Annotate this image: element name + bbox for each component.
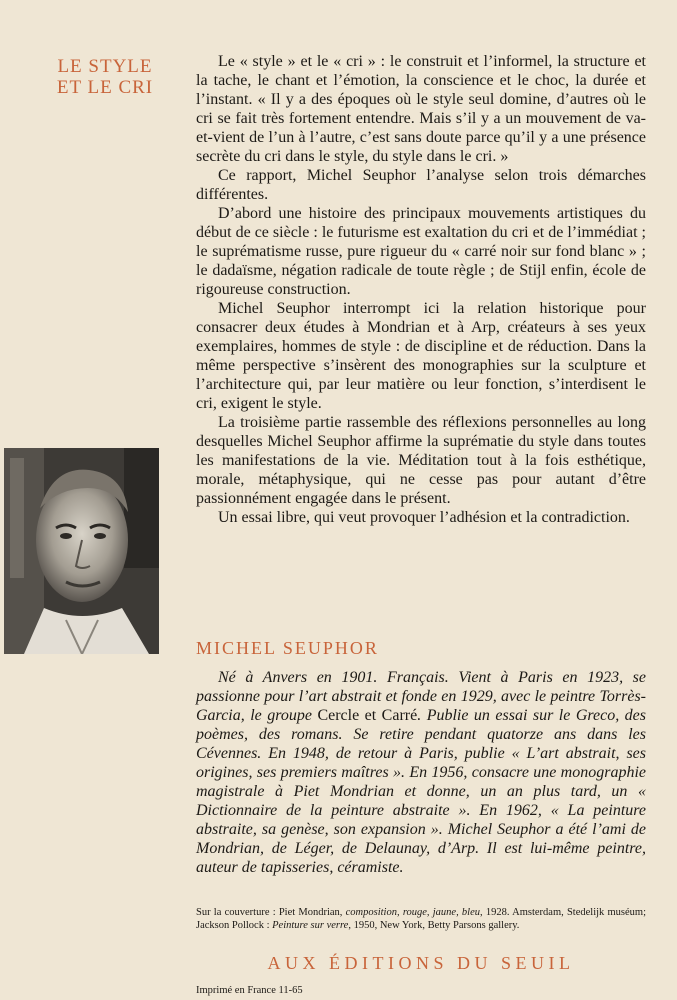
main-paragraph: La troisième partie rassemble des réflexions personnelles au long desquelles Michel Seuphor affirme la suprématie du style dans toutes les manifestations de la vie. Méditation tout à la fois esthétique, morale, métaphysique, qui ne cesse pas pour autant d’être passionnément engagée dans le présent.: [196, 414, 646, 507]
bio-text: Né à Anvers en 1901. Français. Vient à Paris en 1923, se passionne pour l’art abstrait et fonde en 1929, avec le peintre Torrès-Garcia, le groupe: [196, 669, 646, 724]
main-paragraph: D’abord une histoire des principaux mouvements artistiques du début de ce siècle : le futurisme est exaltation du cri et de l’immédiat ; le suprématisme russe, pure rigueur du « carré noir sur fond blanc » ; le dadaïsme, négation radicale de toute règle ; de Stijl enfin, école de rigoureuse construction.: [196, 205, 646, 298]
credits-artwork-title: composition, rouge, jaune, bleu: [345, 907, 481, 918]
credits-text: , 1950, New York, Betty Parsons gallery.: [348, 920, 520, 931]
main-text: [196, 52, 646, 527]
side-title: [40, 56, 170, 98]
side-title-line-2: ET LE CRI: [56, 77, 154, 98]
main-paragraph: Michel Seuphor interrompt ici la relation historique pour consacrer deux études à Mondrian et à Arp, créateurs à ses yeux exemplaires, hommes de style : de discipline et de réduction. Dans la même perspective s’insèrent des monographies sur la sculpture et l’architecture qui, par leur matière ou leur fonction, s’interdisent le cri, exigent le style.: [196, 300, 646, 412]
credits-text: Sur la couverture : Piet Mondrian,: [196, 907, 346, 918]
credits-artwork-title: Peinture sur verre: [272, 920, 349, 931]
main-paragraph: Le « style » et le « cri » : le construit et l’informel, la structure et la tache, le chant et l’émotion, la conscience et le choc, la durée et l’instant. « Il y a des époques où le style seul domine, d’autres où le cri se fait très fortement entendre. Mais s’il y a un mouvement de va-et-vient de l’un à l’autre, c’est sans doute parce qu’il y a une présence secrète du cri dans le style, du style dans le cri. »: [196, 53, 646, 165]
bio-text: . Publie un essai sur le Greco, des poèmes, des romans. Se retire pendant quatorze ans dans les Cévennes. En 1948, de retour à Paris, publie « L’art abstrait, ses origines, ses premiers maîtres ». En 1956, consacre une monographie magistrale à Piet Mondrian et donne, un an plus tard, un « Dictionnaire de la peinture abstraite ». En 1962, « La peinture abstraite, sa genèse, son expansion ». Michel Seuphor a été l’ami de Mondrian, de Léger, de Delaunay, d’Arp. Il est lui-même peintre, auteur de tapisseries, céramiste.: [196, 707, 647, 876]
main-paragraph: Ce rapport, Michel Seuphor l’analyse selon trois démarches différentes.: [196, 167, 646, 203]
side-title-line-1: LE STYLE: [57, 56, 153, 77]
printing-note: Imprimé en France 11-65: [196, 985, 303, 996]
publisher-name: AUX ÉDITIONS DU SEUIL: [267, 953, 575, 973]
author-biography: [196, 668, 646, 877]
bio-group-name: Cercle et Carré: [317, 707, 418, 724]
author-name: MICHEL SEUPHOR: [196, 638, 379, 658]
author-portrait-photo: [4, 448, 159, 654]
cover-credits: [196, 906, 646, 932]
credits-text: , 1928. Amsterdam, Stedelijk muséum; Jackson Pollock :: [196, 907, 646, 931]
main-paragraph: Un essai libre, qui veut provoquer l’adhésion et la contradiction.: [218, 509, 630, 526]
